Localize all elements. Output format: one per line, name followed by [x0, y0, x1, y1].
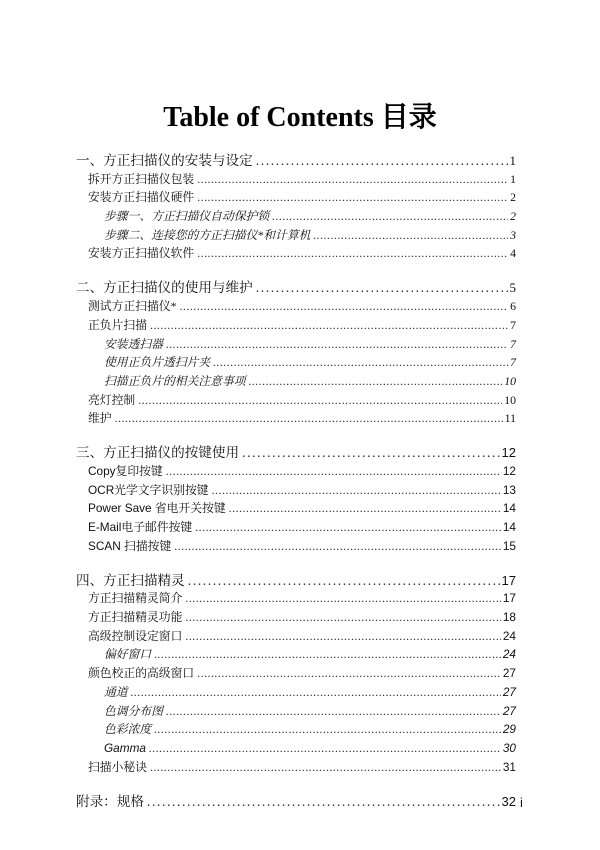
toc-section-appendix: [76, 791, 516, 810]
toc-heading-text: 三、方正扫描仪的按键使用: [76, 445, 240, 461]
toc-entry-text: 使用正负片透扫片夹: [104, 355, 211, 370]
toc-page-number: 6: [510, 299, 516, 314]
toc-entry[interactable]: [76, 517, 516, 536]
toc-entry-text: 颜色校正的高级窗口: [88, 666, 195, 681]
toc-section-3: [76, 442, 516, 554]
dot-leader: [154, 721, 501, 738]
toc-entry-text: 色彩浓度: [104, 722, 152, 737]
toc-page-number: 29: [502, 722, 516, 737]
toc-subentry[interactable]: [76, 720, 516, 739]
toc-heading-text: 附录：规格: [76, 793, 144, 809]
toc-entry[interactable]: [76, 663, 516, 682]
dot-leader: [256, 152, 508, 169]
dot-leader: [197, 171, 508, 188]
toc-entry-text: 方正扫描精灵功能: [88, 610, 183, 625]
toc-heading-1[interactable]: [76, 150, 516, 169]
toc-page-number: 7: [510, 355, 516, 370]
toc-page-number: 12: [502, 463, 516, 478]
dot-leader: [272, 208, 508, 225]
toc-entry-text: 偏好窗口: [104, 647, 152, 662]
dot-leader: [197, 189, 508, 206]
toc-page-number: 10: [504, 373, 516, 388]
toc-entry[interactable]: [76, 480, 516, 499]
toc-heading-4[interactable]: [76, 570, 516, 589]
toc-heading-appendix[interactable]: [76, 791, 516, 810]
toc-page-number: 14: [502, 520, 516, 534]
dot-leader: [188, 572, 500, 589]
toc-entry-text: 安装方正扫描仪软件: [88, 246, 195, 261]
toc-entry[interactable]: [76, 499, 516, 518]
toc-heading-text: 一、方正扫描仪的安装与设定: [76, 153, 253, 168]
toc-heading-2[interactable]: [76, 277, 516, 296]
toc-subentry[interactable]: [76, 682, 516, 701]
toc-page-number: 27: [502, 703, 516, 718]
toc-page-number: 15: [502, 538, 516, 553]
toc-entry[interactable]: [76, 169, 516, 188]
toc-page-number: 7: [510, 336, 516, 351]
toc-entry-text: 方正扫描精灵简介: [88, 591, 183, 606]
toc-entry-text: 正负片扫描: [88, 317, 147, 332]
dot-leader: [229, 500, 501, 517]
page-title: Table of Contents 目录: [163, 102, 437, 133]
toc-entry-text: 亮灯控制: [88, 392, 136, 407]
toc-entry[interactable]: [76, 296, 516, 315]
dot-leader: [131, 684, 501, 701]
toc-entry-text: 测试方正扫描仪*: [88, 299, 177, 314]
toc-entry-text: 色调分布图: [104, 703, 163, 718]
toc-entry[interactable]: [76, 244, 516, 263]
toc-page-number: 2: [510, 209, 516, 224]
table-of-contents: [76, 150, 516, 825]
toc-page-number: 17: [501, 572, 516, 588]
toc-page-number: 30: [502, 740, 516, 755]
dot-leader: [249, 373, 503, 390]
toc-page-number: 12: [501, 445, 516, 461]
toc-entry-text: OCR光学文字识别按键: [88, 482, 209, 497]
dot-leader: [197, 665, 501, 682]
toc-page-number: 32: [501, 793, 516, 809]
toc-entry-text: Copy复印按键: [88, 463, 163, 478]
toc-page-number: 18: [502, 610, 516, 625]
toc-page-number: 13: [502, 482, 516, 497]
dot-leader: [313, 227, 508, 244]
toc-subentry[interactable]: [76, 206, 516, 225]
toc-page-number: 3: [510, 227, 516, 242]
dot-leader: [212, 482, 501, 499]
dot-leader: [166, 463, 501, 480]
toc-section-4: [76, 570, 516, 776]
toc-entry[interactable]: [76, 626, 516, 645]
toc-page-number: 2: [510, 190, 516, 205]
toc-page-number: 14: [502, 501, 516, 516]
toc-section-2: [76, 277, 516, 427]
dot-leader: [185, 628, 500, 645]
toc-entry[interactable]: [76, 315, 516, 334]
toc-page-number: 27: [502, 666, 516, 681]
dot-leader: [242, 444, 499, 461]
toc-page-number: 31: [502, 759, 516, 774]
toc-entry-text: Power Save 省电开关按键: [88, 501, 226, 516]
toc-entry-text: Gamma: [104, 740, 146, 755]
toc-entry-text: SCAN 扫描按键: [88, 538, 172, 553]
toc-subentry[interactable]: [76, 353, 516, 372]
toc-entry-text: 安装透扫器: [104, 336, 163, 351]
dot-leader: [213, 354, 508, 371]
toc-subentry[interactable]: [76, 371, 516, 390]
toc-page-number: 4: [510, 246, 516, 261]
toc-page-number: 5: [509, 280, 516, 296]
toc-page-number: 1: [510, 171, 516, 186]
toc-subentry[interactable]: [76, 225, 516, 244]
dot-leader: [115, 410, 503, 427]
dot-leader: [166, 336, 508, 353]
dot-leader: [166, 703, 501, 720]
toc-entry[interactable]: [76, 536, 516, 555]
toc-section-1: [76, 150, 516, 262]
toc-entry[interactable]: [76, 461, 516, 480]
toc-subentry[interactable]: [76, 738, 516, 757]
toc-heading-3[interactable]: [76, 442, 516, 461]
toc-entry[interactable]: [76, 188, 516, 207]
toc-page-number: 7: [510, 317, 516, 332]
toc-page-number: 1: [509, 153, 516, 168]
toc-subentry[interactable]: [76, 645, 516, 664]
toc-page-number: 10: [504, 392, 516, 407]
toc-entry-text: 通道: [104, 684, 128, 699]
dot-leader: [147, 793, 500, 810]
toc-entry-text: 扫描小秘诀: [88, 759, 147, 774]
toc-entry[interactable]: [76, 589, 516, 608]
dot-leader: [149, 740, 501, 757]
toc-entry-text: 安装方正扫描仪硬件: [88, 190, 195, 205]
toc-entry-text: 高级控制设定窗口: [88, 628, 183, 643]
toc-entry[interactable]: [76, 409, 516, 428]
toc-entry-text: 拆开方正扫描仪包装: [88, 171, 195, 186]
toc-page-number: 17: [502, 591, 516, 606]
toc-entry-text: E-Mail电子邮件按键: [88, 520, 193, 534]
toc-page-number: 27: [502, 684, 516, 699]
toc-entry[interactable]: [76, 757, 516, 776]
dot-leader: [150, 317, 508, 334]
toc-entry[interactable]: [76, 390, 516, 409]
toc-page-number: 24: [502, 628, 516, 643]
dot-leader: [185, 590, 500, 607]
toc-subentry[interactable]: [76, 701, 516, 720]
dot-leader: [179, 298, 508, 315]
page-number-footer: i: [520, 795, 523, 810]
toc-entry-text: 步骤二、连接您的方正扫描仪*和计算机: [104, 227, 311, 242]
toc-entry-text: 维护: [88, 411, 112, 426]
toc-page-number: 24: [502, 647, 516, 662]
dot-leader: [195, 519, 501, 536]
toc-entry-text: 扫描正负片的相关注意事项: [104, 373, 246, 388]
toc-heading-text: 四、方正扫描精灵: [76, 572, 185, 588]
toc-subentry[interactable]: [76, 334, 516, 353]
toc-entry-text: 步骤一、方正扫描仪自动保护锁: [104, 209, 270, 224]
dot-leader: [150, 759, 501, 776]
toc-page-number: 11: [504, 411, 516, 426]
dot-leader: [197, 245, 508, 262]
dot-leader: [154, 646, 501, 663]
dot-leader: [185, 609, 500, 626]
dot-leader: [138, 392, 502, 409]
dot-leader: [256, 279, 508, 296]
toc-heading-text: 二、方正扫描仪的使用与维护: [76, 280, 253, 296]
dot-leader: [174, 538, 501, 555]
toc-entry[interactable]: [76, 607, 516, 626]
